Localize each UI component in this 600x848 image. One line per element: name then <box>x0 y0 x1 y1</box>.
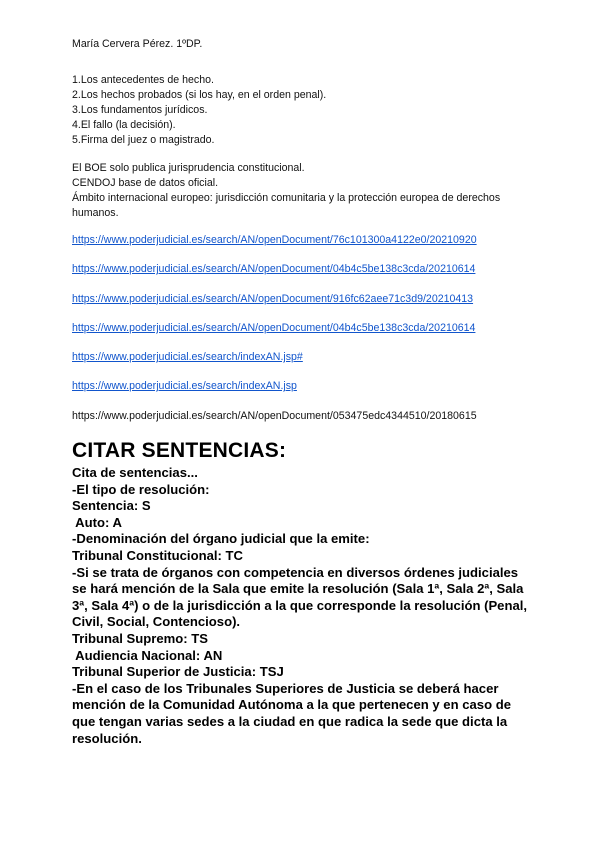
citation-line: Cita de sentencias... <box>72 465 198 480</box>
document-link[interactable]: https://www.poderjudicial.es/search/AN/openDocument/76c101300a4122e0/20210920 <box>72 234 477 246</box>
list-item: 1.Los antecedentes de hecho. <box>72 74 214 86</box>
sentence-elements-list <box>72 73 326 148</box>
list-item: 3.Los fundamentos jurídicos. <box>72 104 208 116</box>
links-list <box>72 233 477 438</box>
citation-line: Auto: A <box>72 514 122 530</box>
notes-block <box>72 161 542 221</box>
author-line: María Cervera Pérez. 1ºDP. <box>72 38 203 50</box>
citation-rules <box>72 465 532 747</box>
list-item: 4.El fallo (la decisión). <box>72 119 176 131</box>
plain-url-text: https://www.poderjudicial.es/search/AN/openDocument/053475edc4344510/20180615 <box>72 409 477 422</box>
citation-line: Sentencia: S <box>72 498 151 514</box>
note-line: CENDOJ base de datos oficial. <box>72 177 219 189</box>
section-heading: CITAR SENTENCIAS: <box>72 439 287 462</box>
citation-line: Tribunal Supremo: TS <box>72 630 209 646</box>
document-link[interactable]: https://www.poderjudicial.es/search/AN/openDocument/04b4c5be138c3cda/20210614 <box>72 263 476 276</box>
citation-paragraph: -Si se trata de órganos con competencia en diversos órdenes judiciales se hará mención de la Sala que emite la resolución (Sala 1ª, Sala 2ª, Sala 3ª, Sala 4ª) o de la jurisdicción a la que corresponde la resolución (Penal, Civil, Social, Contencioso). <box>72 564 528 630</box>
citation-line: -Denominación del órgano judicial que la emite: <box>72 531 370 547</box>
document-link[interactable]: https://www.poderjudicial.es/search/AN/openDocument/916fc62aee71c3d9/20210413 <box>72 292 474 305</box>
note-line: Ámbito internacional europeo: jurisdicción comunitaria y la protección europea de derechos humanos. <box>72 192 501 219</box>
list-item: 2.Los hechos probados (si los hay, en el orden penal). <box>72 89 327 101</box>
note-line: El BOE solo publica jurisprudencia constitucional. <box>72 162 305 174</box>
citation-line: Tribunal Constitucional: TC <box>72 547 243 563</box>
citation-line: -El tipo de resolución: <box>72 481 210 497</box>
citation-paragraph: -En el caso de los Tribunales Superiores de Justicia se deberá hacer mención de la Comunidad Autónoma a la que pertenecen y en caso de que tengan varias sedes a la ciudad en que radica la sede que dicta la resolución. <box>72 680 511 746</box>
search-index-link[interactable]: https://www.poderjudicial.es/search/indexAN.jsp# <box>72 351 303 364</box>
list-item: 5.Firma del juez o magistrado. <box>72 134 215 146</box>
search-index-link[interactable]: https://www.poderjudicial.es/search/indexAN.jsp <box>72 380 297 393</box>
citation-line: Tribunal Superior de Justicia: TSJ <box>72 664 284 680</box>
citation-line: Audiencia Nacional: AN <box>72 647 223 663</box>
document-link[interactable]: https://www.poderjudicial.es/search/AN/openDocument/04b4c5be138c3cda/20210614 <box>72 321 476 334</box>
